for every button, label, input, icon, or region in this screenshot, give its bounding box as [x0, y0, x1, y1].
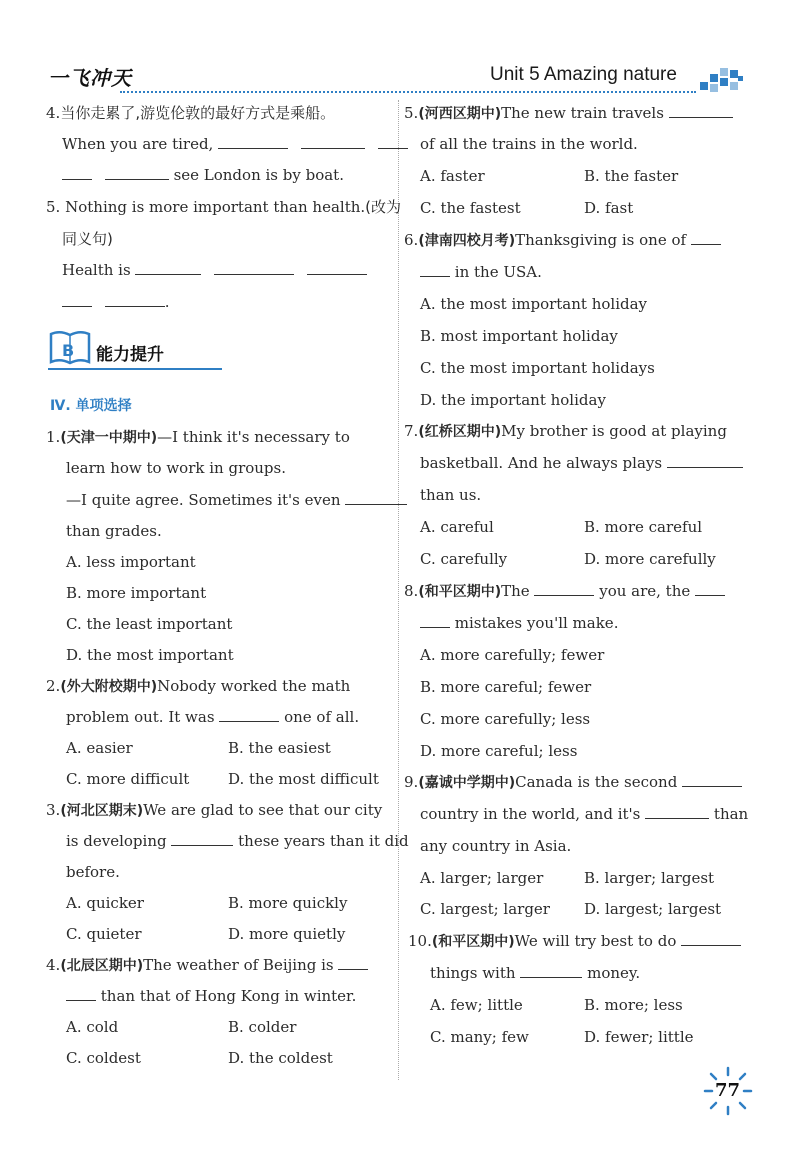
answer-blank[interactable]	[534, 581, 594, 596]
question-10-stem: 10.(和平区期中)We will try best to do	[408, 930, 741, 953]
option-c[interactable]: C. quieter	[66, 925, 142, 943]
question-4-line: than that of Hong Kong in winter.	[66, 985, 356, 1007]
question-4-english-line1: When you are tired,	[62, 133, 408, 155]
option-a[interactable]: A. quicker	[66, 894, 144, 912]
answer-blank[interactable]	[345, 490, 407, 505]
option-c[interactable]: C. carefully	[420, 550, 508, 568]
option-d[interactable]: D. largest; largest	[584, 900, 722, 918]
question-6-stem: 6.(津南四校月考)Thanksgiving is one of	[404, 229, 721, 252]
answer-blank[interactable]	[669, 103, 733, 118]
answer-blank[interactable]	[695, 581, 725, 596]
question-5-text: 5. Nothing is more important than health.(改为	[46, 198, 402, 216]
option-d[interactable]: D. the coldest	[228, 1049, 333, 1067]
option-c[interactable]: C. more carefully; less	[420, 710, 591, 728]
answer-blank[interactable]	[219, 707, 279, 722]
series-logo: 一飞冲天	[48, 66, 132, 90]
column-divider	[398, 100, 399, 1080]
option-b[interactable]: B. more quickly	[228, 894, 348, 912]
book-icon	[48, 330, 92, 368]
option-a[interactable]: A. less important	[66, 553, 196, 571]
question-1-line: —I quite agree. Sometimes it's even	[66, 489, 407, 511]
question-6-line: in the USA.	[420, 261, 542, 283]
question-4-english-line2: see London is by boat.	[62, 164, 344, 186]
option-d[interactable]: D. the most difficult	[228, 770, 379, 788]
question-2-line: problem out. It was one of all.	[66, 708, 360, 726]
unit-title: Unit 5 Amazing nature	[490, 64, 677, 85]
option-c[interactable]: C. the fastest	[420, 199, 521, 217]
question-9-stem: 9.(嘉诚中学期中)Canada is the second	[404, 771, 742, 794]
answer-blank[interactable]	[135, 260, 201, 275]
option-a[interactable]: A. careful	[420, 518, 494, 536]
svg-text:B: B	[62, 341, 75, 360]
option-c[interactable]: C. coldest	[66, 1049, 141, 1067]
option-a[interactable]: A. the most important holiday	[420, 295, 648, 313]
answer-blank[interactable]	[420, 262, 450, 277]
option-b[interactable]: B. colder	[228, 1018, 297, 1036]
answer-blank[interactable]	[218, 134, 288, 149]
answer-blank[interactable]	[338, 955, 368, 970]
option-c[interactable]: C. the least important	[66, 615, 233, 633]
answer-blank[interactable]	[171, 831, 233, 846]
option-a[interactable]: A. larger; larger	[420, 869, 544, 887]
question-5-stem: 5.(河西区期中)The new train travels	[404, 102, 733, 125]
answer-blank[interactable]	[62, 292, 92, 307]
answer-blank[interactable]	[307, 260, 367, 275]
question-3-stem: 3.(河北区期末)We are glad to see that our city	[46, 801, 383, 819]
option-d[interactable]: D. fast	[584, 199, 634, 217]
question-4-stem: 4.(北辰区期中)The weather of Beijing is	[46, 954, 368, 977]
option-b[interactable]: B. larger; largest	[584, 869, 715, 887]
option-c[interactable]: C. the most important holidays	[420, 359, 655, 377]
question-8-stem: 8.(和平区期中)The you are, the	[404, 580, 725, 603]
option-d[interactable]: D. the important holiday	[420, 391, 606, 409]
question-8-line: mistakes you'll make.	[420, 612, 618, 634]
option-c[interactable]: C. many; few	[430, 1028, 529, 1046]
option-d[interactable]: D. the most important	[66, 646, 234, 664]
checker-decoration-icon	[698, 66, 744, 94]
answer-blank[interactable]	[378, 134, 408, 149]
answer-blank[interactable]	[66, 986, 96, 1001]
question-10-line: things with money.	[430, 964, 641, 982]
question-7-line: basketball. And he always plays	[420, 452, 743, 474]
option-c[interactable]: C. largest; larger	[420, 900, 550, 918]
question-9-line: any country in Asia.	[420, 837, 572, 855]
answer-blank[interactable]	[520, 963, 582, 978]
option-b[interactable]: B. the faster	[584, 167, 679, 185]
answer-blank[interactable]	[645, 804, 709, 819]
option-b[interactable]: B. most important holiday	[420, 327, 618, 345]
question-3-line: is developing these years than it did	[66, 832, 409, 850]
answer-blank[interactable]	[681, 931, 741, 946]
option-d[interactable]: D. more careful; less	[420, 742, 578, 760]
question-5-answer-line2: .	[62, 291, 170, 313]
option-b[interactable]: B. more careful; fewer	[420, 678, 592, 696]
page-header	[0, 0, 800, 100]
page-number-badge	[703, 1066, 753, 1116]
answer-blank[interactable]	[420, 613, 450, 628]
section-title: 能力提升	[96, 345, 164, 365]
question-5-line: of all the trains in the world.	[420, 135, 638, 153]
page-number: 77	[715, 1080, 741, 1101]
question-9-line: country in the world, and it's than	[420, 805, 749, 823]
answer-blank[interactable]	[62, 165, 92, 180]
question-5-note: 同义句)	[62, 230, 113, 248]
option-a[interactable]: A. cold	[66, 1018, 119, 1036]
answer-blank[interactable]	[105, 165, 169, 180]
question-3-line: before.	[66, 863, 120, 881]
option-a[interactable]: A. few; little	[430, 996, 523, 1014]
question-1-line: than grades.	[66, 522, 162, 540]
option-b[interactable]: B. more careful	[584, 518, 703, 536]
section-heading: Ⅳ. 单项选择	[50, 398, 132, 414]
option-d[interactable]: D. fewer; little	[584, 1028, 694, 1046]
answer-blank[interactable]	[691, 230, 721, 245]
answer-blank[interactable]	[667, 453, 743, 468]
question-5-answer-line1: Health is	[62, 259, 367, 281]
question-1-stem: 1.(天津一中期中)—I think it's necessary to	[46, 428, 350, 446]
option-c[interactable]: C. more difficult	[66, 770, 190, 788]
option-b[interactable]: B. more; less	[584, 996, 683, 1014]
option-d[interactable]: D. more quietly	[228, 925, 346, 943]
question-1-line: learn how to work in groups.	[66, 459, 286, 477]
option-b[interactable]: B. the easiest	[228, 739, 331, 757]
answer-blank[interactable]	[301, 134, 365, 149]
answer-blank[interactable]	[214, 260, 294, 275]
option-a[interactable]: A. more carefully; fewer	[420, 646, 605, 664]
question-7-stem: 7.(红桥区期中)My brother is good at playing	[404, 422, 727, 440]
question-7-line: than us.	[420, 486, 482, 504]
option-b[interactable]: B. more important	[66, 584, 207, 602]
answer-blank[interactable]	[682, 772, 742, 787]
option-d[interactable]: D. more carefully	[584, 550, 716, 568]
question-2-stem: 2.(外大附校期中)Nobody worked the math	[46, 677, 351, 695]
question-4-translation: 4.当你走累了,游览伦敦的最好方式是乘船。	[46, 104, 336, 122]
section-underline	[48, 368, 222, 370]
section-b-banner	[46, 330, 224, 372]
header-divider	[120, 91, 696, 93]
option-a[interactable]: A. faster	[420, 167, 485, 185]
option-a[interactable]: A. easier	[66, 739, 133, 757]
answer-blank[interactable]	[105, 292, 165, 307]
